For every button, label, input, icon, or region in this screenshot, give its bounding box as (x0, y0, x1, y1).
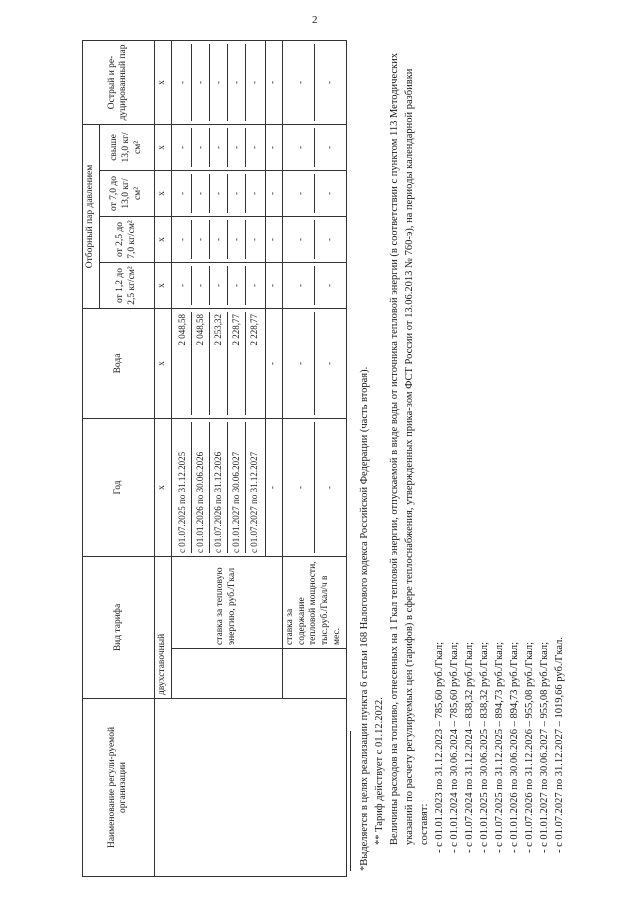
cell-steam-3: - (286, 174, 315, 213)
steam-4-stack (282, 124, 346, 170)
cell-steam-4: - (228, 128, 246, 167)
year-stack (282, 418, 346, 556)
cell-steam-2: - (265, 216, 282, 262)
cell-year: - (265, 418, 282, 556)
cell-sharp: х (154, 40, 171, 124)
water-stack (171, 308, 265, 418)
steam-2-stack (171, 216, 265, 262)
cell-steam-4: - (248, 145, 259, 149)
cell-steam-1: - (286, 266, 315, 305)
cell-steam-2: - (228, 220, 246, 259)
steam-3-stack (282, 170, 346, 216)
cell-steam-2: - (286, 220, 315, 259)
footnotes (346, 41, 567, 871)
table-header-row (83, 40, 100, 876)
row-spacer (282, 649, 346, 699)
cell-year: с 01.07.2025 по 31.12.2025 (174, 422, 192, 553)
cell-sharp: - (286, 44, 315, 121)
header-year: Год (83, 418, 155, 556)
cell-steam-1: - (228, 266, 246, 305)
cell-year: - (323, 485, 334, 489)
header-org: Наименование регули-руемой организации (83, 699, 155, 877)
footnote-vat: *Выделяется в целях реализации пункта 6 статьи 168 Налогового кодекса Российской Федерации (часть вторая). (359, 366, 370, 871)
cell-sharp: - (248, 80, 259, 84)
capacity-label: ставка за содержание тепловой мощности, тыс.руб./Гкал/ч в мес. (282, 556, 346, 648)
tariff-table (82, 40, 347, 877)
fuel-cost-periods (432, 41, 567, 871)
cell-steam-4: - (286, 128, 315, 167)
steam-3-stack (171, 170, 265, 216)
cell-sharp: - (210, 44, 228, 121)
cell-sharp: - (192, 44, 210, 121)
cell-water: - (265, 308, 282, 418)
list-item: - с 01.07.2025 по 31.12.2025 – 894,73 руб./Гкал; (494, 641, 505, 853)
cell-year: с 01.01.2026 по 30.06.2026 (192, 422, 210, 553)
row-spacer (171, 649, 282, 699)
list-item: - с 01.07.2027 по 31.12.2027 – 1019,66 руб./Гкал. (554, 636, 565, 853)
cell-year: с 01.01.2027 по 30.06.2027 (228, 422, 246, 553)
year-stack (171, 418, 265, 556)
cell-steam-1: - (192, 266, 210, 305)
list-item: - с 01.01.2023 по 31.12.2023 – 785,60 руб./Гкал; (434, 641, 445, 853)
cell-sharp: - (228, 44, 246, 121)
org-cell (154, 699, 346, 877)
steam-4-stack (171, 124, 265, 170)
footnote-divider (350, 731, 351, 871)
cell-steam-2: - (192, 220, 210, 259)
cell-steam-3: - (228, 174, 246, 213)
header-sharp-steam: Острый и ре-дуцированный пар (83, 40, 155, 124)
header-steam-3: от 7,0 до 13,0 кг/см² (99, 170, 154, 216)
header-water: Вода (83, 308, 155, 418)
cell-steam-1: - (248, 283, 259, 287)
sharp-stack (171, 40, 265, 124)
list-item: - с 01.01.2026 по 30.06.2026 – 894,73 руб./Гкал; (509, 641, 520, 853)
cell-steam-4: - (174, 128, 192, 167)
list-item: - с 01.01.2027 по 30.06.2027 – 955,08 руб./Гкал; (539, 641, 550, 853)
energy-label: ставка за тепловую энергию, руб./Гкал (171, 556, 282, 648)
cell-year: - (286, 422, 315, 553)
cell-steam-2: х (154, 216, 171, 262)
section-label: двухставочный (154, 556, 171, 698)
cell-steam-1: - (174, 266, 192, 305)
cell-sharp: - (265, 40, 282, 124)
cell-steam-4: - (210, 128, 228, 167)
cell-water: х (154, 308, 171, 418)
cell-steam-2: - (174, 220, 192, 259)
cell-steam-1: - (323, 283, 334, 287)
header-steam-group: Отборный пар давлением (83, 124, 100, 308)
cell-water: 2 048,58 (192, 312, 210, 415)
header-steam-2: от 2,5 до 7,0 кг/см² (99, 216, 154, 262)
cell-steam-4: х (154, 124, 171, 170)
cell-steam-1: - (210, 266, 228, 305)
footnote-effective-date: ** Тариф действует с 01.12.2022. (374, 697, 385, 845)
cell-sharp: - (174, 44, 192, 121)
cell-steam-1: х (154, 262, 171, 308)
cell-water: 2 228,77 (228, 312, 246, 415)
steam-2-stack (282, 216, 346, 262)
cell-steam-3: - (192, 174, 210, 213)
cell-steam-3: - (265, 170, 282, 216)
cell-year: с 01.07.2027 по 31.12.2027 (248, 451, 259, 553)
cell-water: 2 253,32 (210, 312, 228, 415)
cell-steam-1: - (265, 262, 282, 308)
cell-water: 2 228,77 (248, 313, 259, 346)
cell-steam-3: - (174, 174, 192, 213)
steam-1-stack (171, 262, 265, 308)
cell-steam-4: - (192, 128, 210, 167)
list-item: - с 01.01.2025 по 30.06.2025 – 838,32 руб./Гкал; (479, 641, 490, 853)
cell-year: с 01.07.2026 по 31.12.2026 (210, 422, 228, 553)
cell-steam-4: - (265, 124, 282, 170)
cell-year: х (154, 418, 171, 556)
cell-steam-3: х (154, 170, 171, 216)
list-item: - с 01.07.2026 по 31.12.2026 – 955,08 руб./Гкал; (524, 641, 535, 853)
page-number: 2 (312, 14, 318, 26)
cell-steam-3: - (323, 191, 334, 195)
cell-steam-4: - (323, 145, 334, 149)
cell-steam-2: - (323, 237, 334, 241)
cell-steam-3: - (210, 174, 228, 213)
header-steam-4: свыше 13,0 кг/см² (99, 124, 154, 170)
cell-water: - (323, 361, 334, 365)
header-steam-1: от 1,2 до 2,5 кг/см² (99, 262, 154, 308)
water-stack (282, 308, 346, 418)
list-item: - с 01.01.2024 по 30.06.2024 – 785,60 руб./Гкал; (449, 641, 460, 853)
cell-steam-2: - (248, 237, 259, 241)
rotated-page-content (82, 41, 637, 877)
sharp-stack (282, 40, 346, 124)
steam-1-stack (282, 262, 346, 308)
fuel-cost-paragraph: Величины расходов на топливо, отнесенных на 1 Гкал тепловой энергии, отпускаемой в виде воды от источника тепловой энергии (в соответствии с пунктом 113 Методических указаний по расчету регулируемых цен (тарифов) в сфере теплоснабжения, утвержденных прика-зом ФСТ России от 13.06.2013 № 760-э), на периоды календарной разбивки составят: (389, 52, 430, 845)
cell-steam-3: - (248, 191, 259, 195)
header-tariff: Вид тарифа (83, 556, 155, 698)
table-row (154, 40, 171, 876)
list-item: - с 01.07.2024 по 31.12.2024 – 838,32 руб./Гкал; (464, 641, 475, 853)
cell-water: - (286, 312, 315, 415)
cell-water: 2 048,58 (174, 312, 192, 415)
cell-sharp: - (323, 80, 334, 84)
cell-steam-2: - (210, 220, 228, 259)
